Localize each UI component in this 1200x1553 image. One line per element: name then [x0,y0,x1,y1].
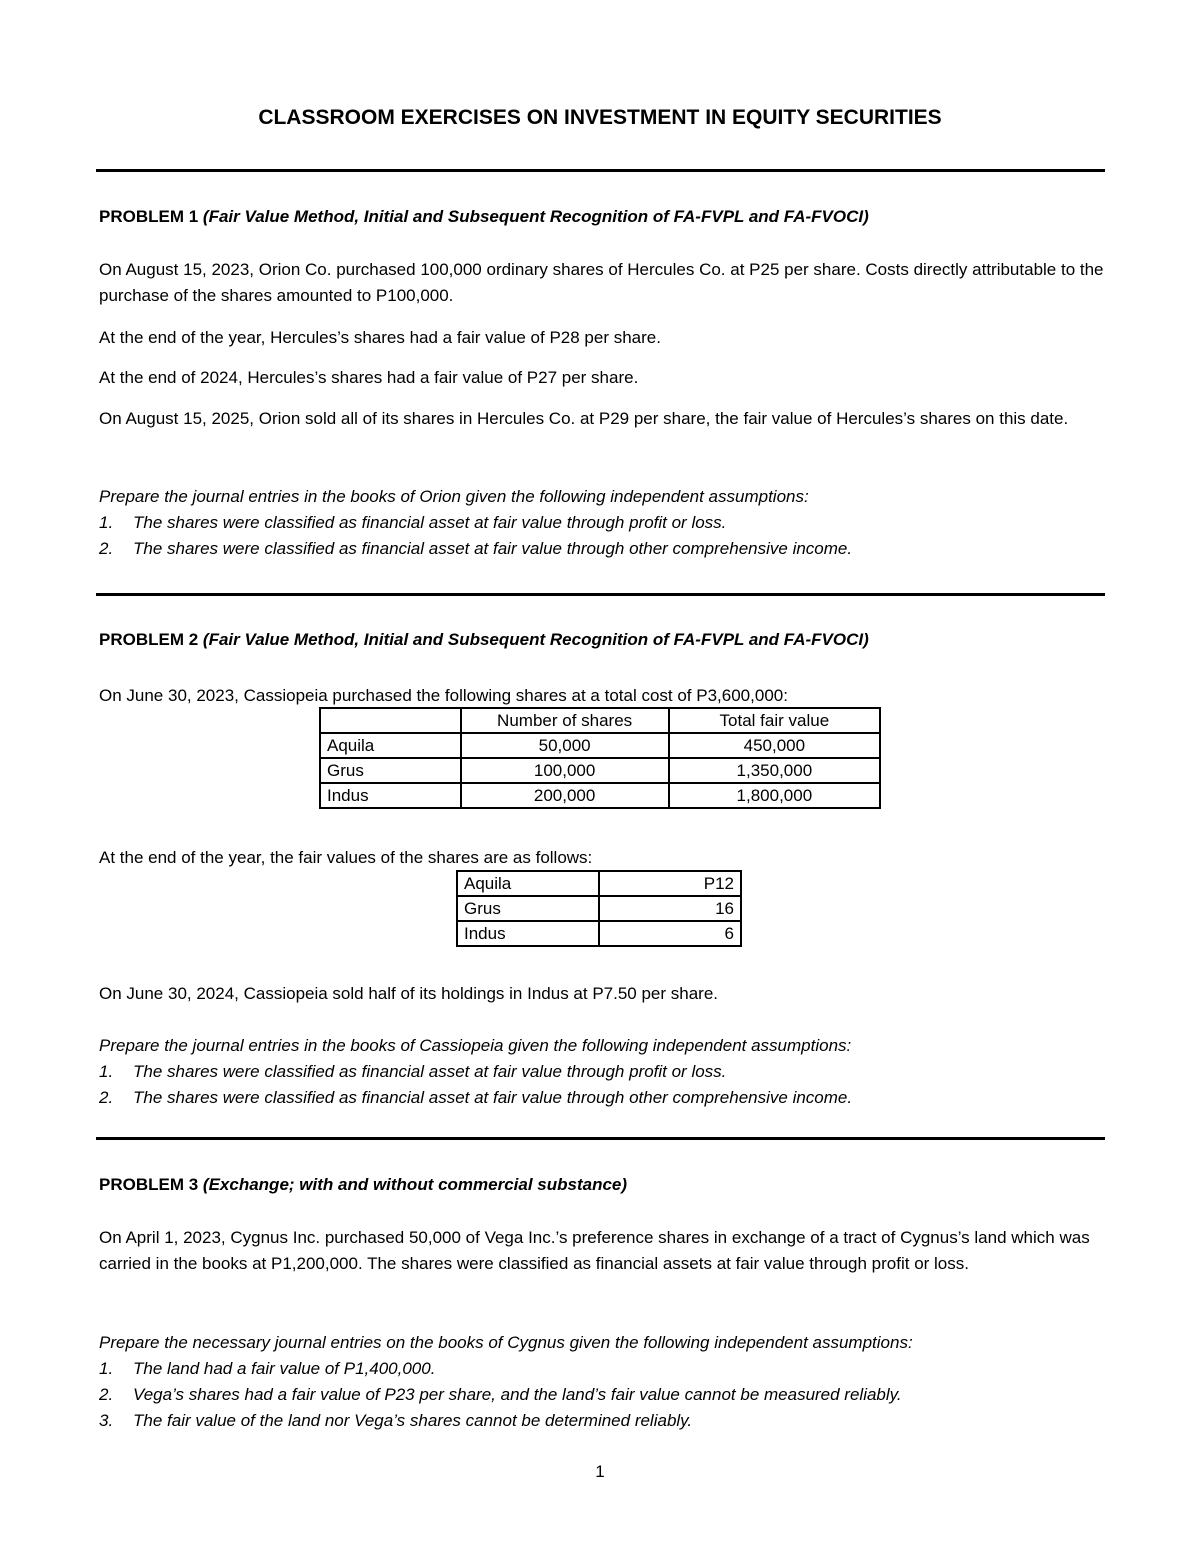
problem-1-paragraph-4: On August 15, 2025, Orion sold all of its shares in Hercules Co. at P29 per share, the fair value of Hercules’s shares on this date. [99,409,1069,428]
problem-2-label: PROBLEM 2 [99,630,199,649]
table-row [457,871,741,896]
table-header-cell: Total fair value [669,708,880,733]
list-item: 1. The shares were classified as financial asset at fair value through profit or loss. [99,513,727,532]
problem-1-label: PROBLEM 1 [99,207,199,226]
section-divider [96,593,1105,596]
table-cell: P12 [599,871,741,896]
table-cell: 50,000 [461,733,669,758]
table-cell: 100,000 [461,758,669,783]
problem-1-paragraph-1: On August 15, 2023, Orion Co. purchased 100,000 ordinary shares of Hercules Co. at P25 per share. Costs directly attributable to the purchase of the shares amounted to P100,000. [99,260,1104,305]
table-row [457,896,741,921]
problem-2-instruction: Prepare the journal entries in the books of Cassiopeia given the following independent assumptions: [99,1036,852,1055]
year-end-fair-value-table [456,870,742,947]
list-item: 2. Vega’s shares had a fair value of P23 per share, and the land’s fair value cannot be measured reliably. [99,1385,902,1404]
problem-2-subtitle: (Fair Value Method, Initial and Subsequent Recognition of FA-FVPL and FA-FVOCI) [202,630,869,649]
table-cell: Aquila [457,871,599,896]
problem-3-instruction: Prepare the necessary journal entries on the books of Cygnus given the following independent assumptions: [99,1333,913,1352]
table-row [320,758,880,783]
table-cell [320,708,461,733]
problem-2-assumptions [99,1059,1104,1111]
problem-1-paragraph-2: At the end of the year, Hercules’s shares had a fair value of P28 per share. [99,328,661,347]
problem-3-paragraph-1: On April 1, 2023, Cygnus Inc. purchased 50,000 of Vega Inc.’s preference shares in exchange of a tract of Cygnus’s land which was carried in the books at P1,200,000. The shares were classified as financial assets at fair value through profit or loss. [99,1228,1090,1273]
problem-1-subtitle: (Fair Value Method, Initial and Subsequent Recognition of FA-FVPL and FA-FVOCI) [202,207,869,226]
table-cell: 450,000 [669,733,880,758]
list-item: 2. The shares were classified as financial asset at fair value through other comprehensive income. [99,1088,853,1107]
problem-2-paragraph-2: At the end of the year, the fair values of the shares are as follows: [99,848,593,867]
table-cell: 200,000 [461,783,669,808]
table-cell: Indus [457,921,599,946]
problem-1-heading [99,207,869,227]
problem-1-instruction: Prepare the journal entries in the books of Orion given the following independent assumptions: [99,487,809,506]
problem-3-subtitle: (Exchange; with and without commercial substance) [202,1175,628,1194]
table-cell: Grus [457,896,599,921]
list-item: 2. The shares were classified as financial asset at fair value through other comprehensive income. [99,539,853,558]
section-divider [96,169,1105,172]
table-cell: 16 [599,896,741,921]
table-cell: Indus [320,783,461,808]
list-item: 1. The land had a fair value of P1,400,000. [99,1359,436,1378]
table-cell: Grus [320,758,461,783]
table-cell: Aquila [320,733,461,758]
table-cell: 6 [599,921,741,946]
problem-2-heading [99,630,869,650]
list-item: 1. The shares were classified as financial asset at fair value through profit or loss. [99,1062,727,1081]
table-cell: 1,350,000 [669,758,880,783]
table-cell: 1,800,000 [669,783,880,808]
list-item: 3. The fair value of the land nor Vega’s shares cannot be determined reliably. [99,1411,693,1430]
problem-1-paragraph-3: At the end of 2024, Hercules’s shares had a fair value of P27 per share. [99,368,639,387]
problem-2-paragraph-1: On June 30, 2023, Cassiopeia purchased the following shares at a total cost of P3,600,000: [99,686,788,705]
problem-3-label: PROBLEM 3 [99,1175,199,1194]
section-divider [96,1137,1105,1140]
shares-purchase-table [319,707,881,809]
table-header-cell: Number of shares [461,708,669,733]
document-title: CLASSROOM EXERCISES ON INVESTMENT IN EQUITY SECURITIES [258,106,942,129]
problem-3-heading [99,1175,627,1195]
table-header-row [320,708,880,733]
table-row [457,921,741,946]
table-row [320,733,880,758]
problem-3-assumptions [99,1356,1104,1434]
table-row [320,783,880,808]
problem-2-paragraph-3: On June 30, 2024, Cassiopeia sold half of its holdings in Indus at P7.50 per share. [99,984,719,1003]
problem-1-assumptions [99,510,1104,562]
page-number: 1 [595,1462,605,1481]
